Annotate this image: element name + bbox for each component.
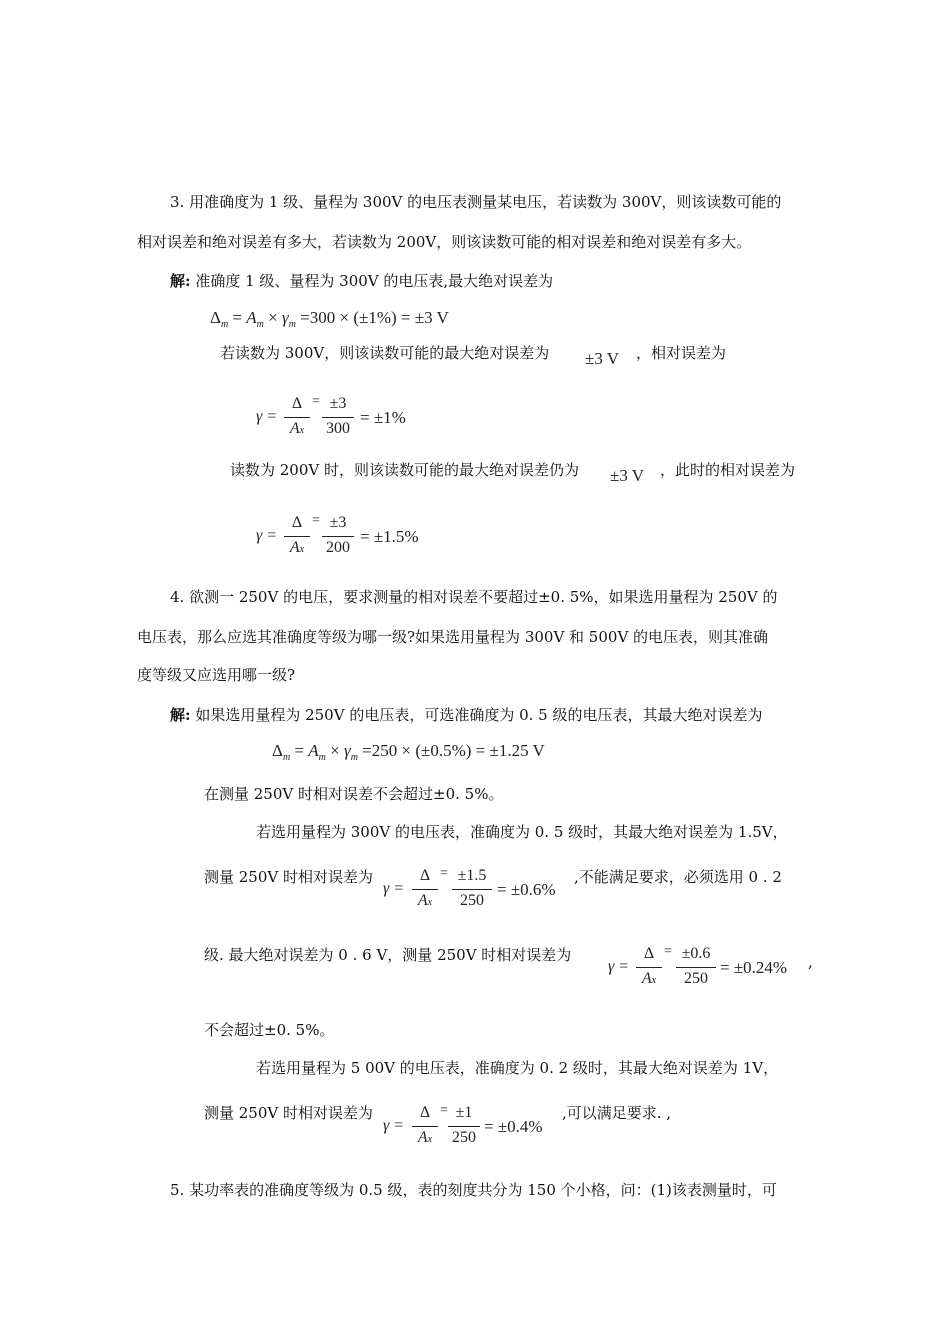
- q4-f2-result: = ±0.24%: [720, 958, 788, 977]
- q4-meas-2: 测量 250V 时相对误差为: [204, 1104, 373, 1122]
- equals-sign: =: [312, 394, 320, 409]
- q3-eq2-result: = ±1%: [360, 408, 406, 427]
- solution-label: 解:: [170, 706, 191, 724]
- q3-pm3v-b: ±3 V: [610, 466, 645, 485]
- q3-fraction-den: 200: [326, 539, 350, 556]
- q5-line-1: 5. 某功率表的准确度等级为 0.5 级，表的刻度共分为 150 个小格，问：(1)该表测量时，可: [170, 1181, 777, 1199]
- q4-p300: 若选用量程为 300V 的电压表，准确度为 0. 5 级时，其最大绝对误差为 1.5V，: [256, 823, 788, 841]
- q4-line-2: 电压表，那么应选其准确度等级为哪一级?如果选用量程为 300V 和 500V 的电压表，则其准确: [137, 628, 769, 646]
- q4-f3-num: ±1: [455, 1104, 473, 1121]
- equals-sign: =: [440, 866, 448, 881]
- q4-p500: 若选用量程为 5 00V 的电压表，准确度为 0. 2 级时，其最大绝对误差为 1V，: [256, 1059, 779, 1077]
- q4-solution-intro: [170, 705, 763, 725]
- q4-f1-num: ±1.5: [457, 867, 487, 884]
- q4-line-3: 度等级又应选用哪一级?: [137, 666, 296, 684]
- q4-solution-text: 如果选用量程为 250V 的电压表，可选准确度为 0. 5 级的电压表，其最大绝对误差为: [195, 706, 763, 724]
- q3-fraction-200: [320, 514, 356, 562]
- q3-fraction-num: ±3: [329, 395, 347, 412]
- q3-equation-max-error: $\Delta_m = A_m \times \gamma_m =300 \times (\pm 1\%) = \pm 3$ V: [210, 308, 449, 330]
- q4-f3-den: 250: [452, 1129, 476, 1146]
- q4-note-1: 在测量 250V 时相对误差不会超过±0. 5%。: [204, 785, 504, 803]
- q4-comma: ,: [808, 953, 813, 971]
- solution-label: 解:: [170, 272, 191, 290]
- q3-eq1-rhs: =300 × (±1%) = ±3 V: [300, 308, 449, 327]
- q3-rel-label-b: ，此时的相对误差为: [660, 461, 796, 479]
- q4-no-exceed: 不会超过±0. 5%。: [204, 1021, 335, 1039]
- delta-over-ax-fraction: Δ Ax: [410, 867, 440, 915]
- q4-level-line: 级. 最大绝对误差为 0 . 6 V，测量 250V 时相对误差为: [204, 946, 572, 964]
- q4-f3-result: = ±0.4%: [484, 1117, 543, 1136]
- q4-f1-result: = ±0.6%: [497, 880, 556, 899]
- q4-line-1: 4. 欲测一 250V 的电压，要求测量的相对误差不要超过±0. 5%，如果选用量程为 250V 的: [170, 588, 778, 606]
- gamma-symbol: γ =: [256, 408, 278, 425]
- q3-pm3v: ±3 V: [585, 349, 620, 368]
- q3-rel-label: ，相对误差为: [636, 344, 727, 362]
- q4-eq1-rhs: =250 × (±0.5%) = ±1.25 V: [362, 741, 545, 760]
- q3-line-2: 相对误差和绝对误差有多大，若读数为 200V，则该读数可能的相对误差和绝对误差有多大。: [137, 233, 752, 251]
- q4-f2-num: ±0.6: [681, 945, 711, 962]
- equals-sign: =: [664, 944, 672, 959]
- equals-sign: =: [440, 1103, 448, 1118]
- equals-sign: =: [312, 513, 320, 528]
- q4-fraction-1: [450, 867, 494, 915]
- delta-over-ax-fraction: Δ Ax: [634, 945, 664, 993]
- q4-meas-1: 测量 250V 时相对误差为: [204, 868, 373, 886]
- q3-eq3-result: = ±1.5%: [360, 527, 419, 546]
- q4-f1-den: 250: [460, 892, 484, 909]
- q3-fraction-num: ±3: [329, 514, 347, 531]
- q3-solution-text: 准确度 1 级、量程为 300V 的电压表,最大绝对误差为: [195, 272, 554, 290]
- q3-fraction-300: [320, 395, 356, 443]
- delta-over-ax-fraction: Δ Ax: [282, 514, 312, 562]
- q4-after-3: ,可以满足要求. ,: [562, 1104, 672, 1122]
- q3-solution-intro: [170, 271, 553, 291]
- q4-fraction-3: [446, 1104, 482, 1152]
- q3-read-200: 读数为 200V 时，则该读数可能的最大绝对误差仍为: [230, 461, 580, 479]
- gamma-symbol: γ =: [608, 958, 630, 975]
- delta-over-ax-fraction: Δ Ax: [410, 1104, 440, 1152]
- q4-fraction-2: [674, 945, 718, 993]
- q3-line-1: 3. 用准确度为 1 级、量程为 300V 的电压表测量某电压，若读数为 300V，则该读数可能的: [170, 193, 782, 211]
- q4-f2-den: 250: [684, 970, 708, 987]
- gamma-symbol: γ =: [383, 1117, 405, 1134]
- delta-over-ax-fraction: Δ Ax: [282, 395, 312, 443]
- q4-equation-max-error: $\Delta_m = A_m \times \gamma_m =250 \times (\pm 0.5\%) = \pm 1.25$ V: [272, 741, 545, 763]
- gamma-symbol: γ =: [256, 527, 278, 544]
- gamma-symbol: γ =: [383, 880, 405, 897]
- q3-read-300: 若读数为 300V，则该读数可能的最大绝对误差为: [220, 344, 550, 362]
- q4-after-1: ,不能满足要求，必须选用 0 . 2: [574, 868, 782, 886]
- q3-fraction-den: 300: [326, 420, 350, 437]
